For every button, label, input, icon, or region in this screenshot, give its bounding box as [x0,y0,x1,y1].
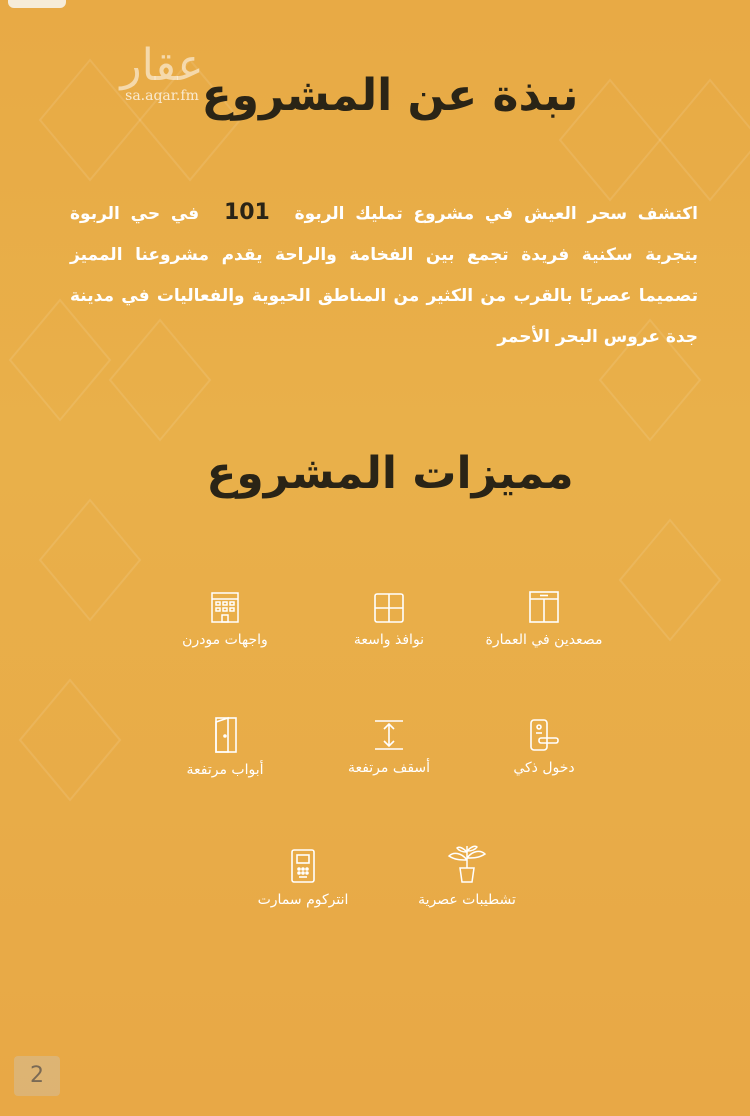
feature-label: انتركوم سمارت [257,892,349,908]
about-text-before: اكتشف سحر العيش في مشروع تمليك الربوة [294,204,698,224]
feature-elevators [459,590,629,648]
feature-windows [304,592,474,648]
window-icon [373,592,405,624]
smart-lock-icon [527,718,561,752]
door-icon [208,716,242,754]
feature-label: مصعدين في العمارة [485,632,603,648]
feature-label: واجهات مودرن [182,632,268,648]
about-title: نبذة عن المشروع [201,70,579,121]
page-number: 2 [14,1056,60,1096]
feature-label: نوافذ واسعة [353,632,425,648]
feature-modern-finishes [382,842,552,908]
elevator-icon [527,590,561,624]
feature-smart-intercom [218,848,388,908]
building-icon [208,590,242,624]
feature-modern-facades [140,590,310,648]
intercom-icon [288,848,318,884]
watermark-url: sa.aqar.fm [125,88,199,104]
features-title: مميزات المشروع [206,448,574,499]
project-number: 101 [223,200,270,225]
feature-label: تشطيبات عصرية [418,892,516,908]
about-paragraph [70,192,698,358]
feature-high-doors [140,716,310,778]
feature-smart-entry [459,718,629,776]
feature-label: أبواب مرتفعة [186,762,264,778]
plant-icon [445,842,489,884]
feature-high-ceilings [304,718,474,776]
watermark-logo: عقار [120,40,204,91]
about-text-after: في حي الربوة بتجربة سكنية فريدة تجمع بين الفخامة والراحة يقدم مشروعنا المميز تصميما عصريًا بالقرب من الكثير من المناطق الحيوية والفعاليات في مدينة جدة عروس البحر الأحمر [70,204,698,347]
ceiling-height-icon [372,718,406,752]
feature-label: دخول ذكي [513,760,575,776]
feature-label: أسقف مرتفعة [347,760,431,776]
